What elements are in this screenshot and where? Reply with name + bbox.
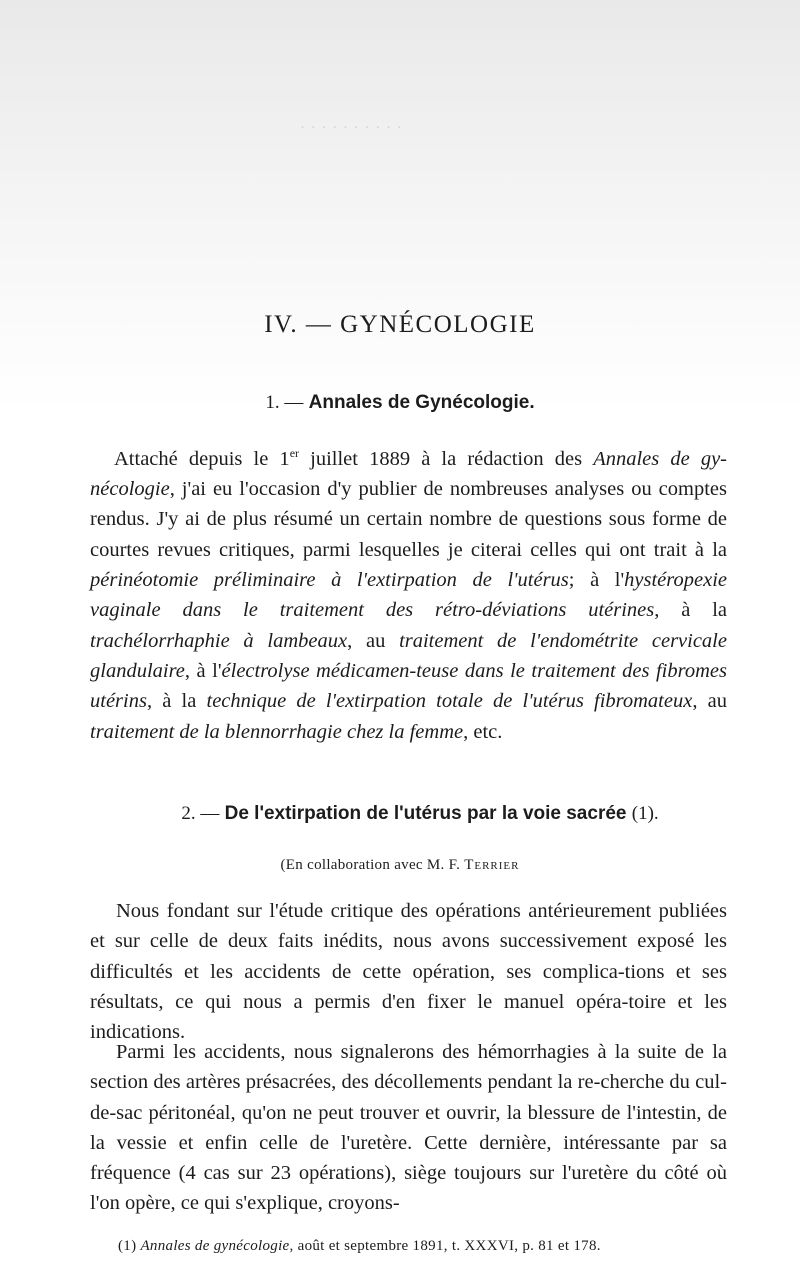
subsection-title: De l'extirpation de l'utérus par la voie sacrée [224,803,627,824]
paragraph-accidents: Parmi les accidents, nous signalerons des hémorrhagies à la suite de la section des artères présacrées, des décollements pendant la re-cherche du cul-de-sac péritonéal, qu'on ne peut trouver et ouvrir, la blessure de l'intestin, de la vessie et enfin celle de l'uretère. Cette dernière, intéressante par sa fréquence (4 cas sur 23 opérations), siège toujours sur l'uretère du côté où l'on opère, ce qui s'explique, croyons- [90,1041,727,1215]
subsection-number: 2. — [181,803,220,824]
subsection-heading-2 [20,803,800,825]
footnote: (1) Annales de gynécologie, août et septembre 1891, t. XXXVI, p. 81 et 178. [118,1238,601,1254]
footnote-ref: (1). [631,803,659,824]
paragraph-study: Nous fondant sur l'étude critique des opérations antérieurement publiées et sur celle de deux faits inédits, nous avons successivement exposé les difficultés et les accidents de cette opération, ses complica-tions et ses résultats, ce qui nous a permis d'en fixer le manuel opéra-toire et les indications. [90,900,727,1044]
footnote-journal: Annales de gynécologie [140,1238,290,1254]
subsection-heading-1 [0,392,800,414]
subsection-title: Annales de Gynécologie. [308,392,535,413]
subsection-number: 1. — [265,392,304,413]
paragraph-annales: Attaché depuis le 1er juillet 1889 à la rédaction des Annales de gy-nécologie, j'ai eu l'occasion d'y publier de nombreuses analyses ou comptes rendus. J'y ai de plus résumé un certain nombre de questions sous forme de courtes revues critiques, parmi lesquelles je citerai celles qui ont trait à la périnéotomie préliminaire à l'extirpation de l'utérus; à l'hystéropexie vaginale dans le traitement des rétro-déviations utérines, à la trachélorrhaphie à lambeaux, au traitement de l'endométrite cervicale glandulaire, à l'électrolyse médicamen-teuse dans le traitement des fibromes utérins, à la technique de l'extirpation totale de l'utérus fibromateux, au traitement de la blennorrhagie chez la femme, etc. [90,446,728,743]
collaboration-credit: (En collaboration avec M. F. Terrier [280,857,520,873]
section-title: IV. — GYNÉCOLOGIE [264,311,536,338]
bleed-through-text: · · · · · · · · · · [300,120,403,136]
author-name: Terrier [464,857,520,873]
